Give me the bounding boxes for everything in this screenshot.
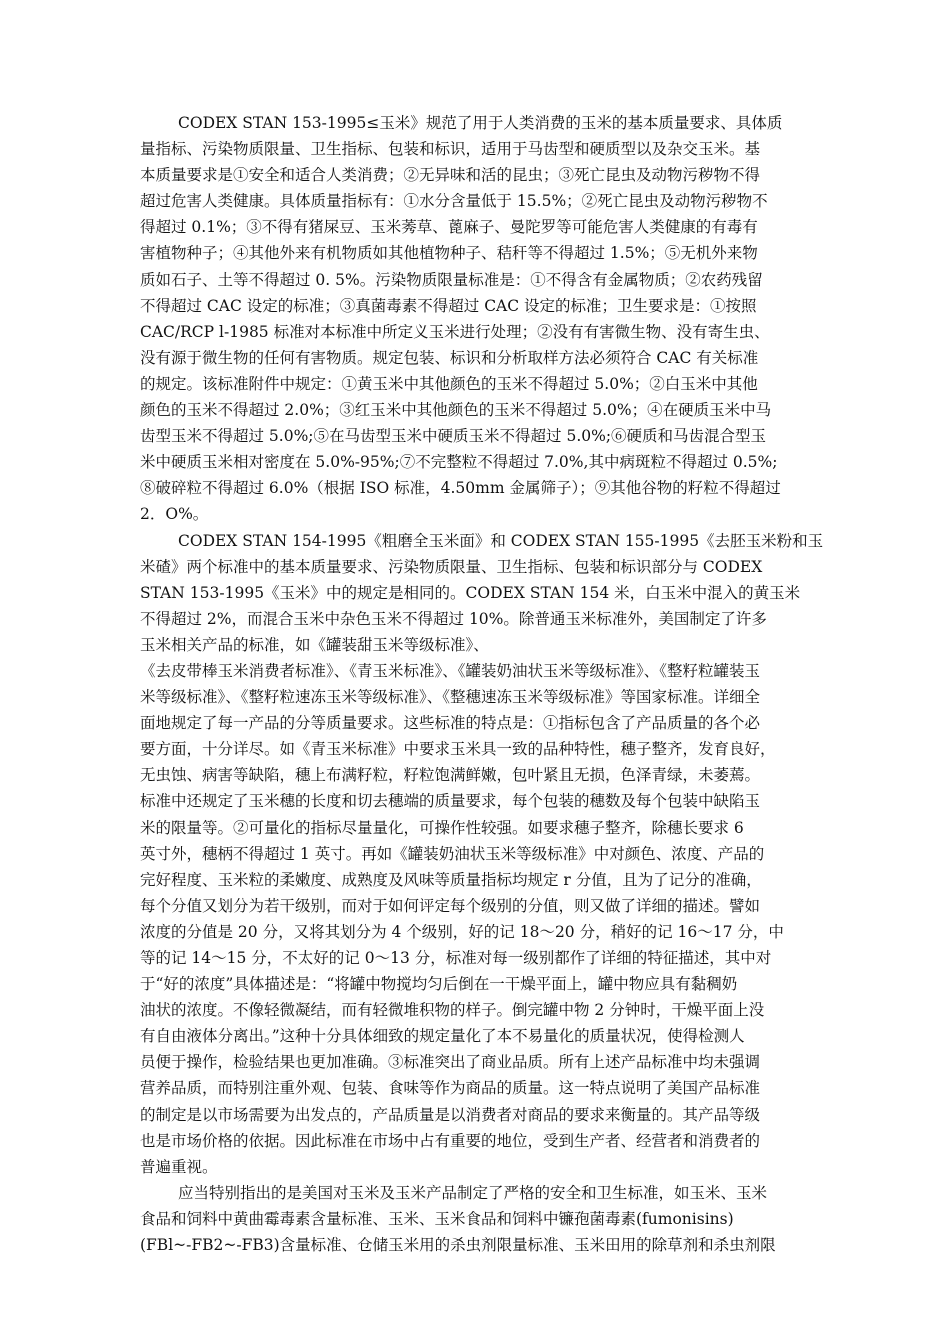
- text-line: 害植物种子；④其他外来有机物质如其他植物种子、秸秆等不得超过 1.5%；⑤无机外来物: [140, 244, 758, 263]
- text-line: 玉米相关产品的标准，如《罐装甜玉米等级标准》、: [140, 635, 489, 654]
- text-line: 本质量要求是①安全和适合人类消费；②无异味和活的昆虫；③死亡昆虫及动物污秽物不得: [140, 166, 761, 185]
- text-line: 米等级标准》、《整籽粒速冻玉米等级标准》、《整穗速冻玉米等级标准》等国家标准。详细全: [140, 688, 761, 707]
- text-line: 米碴》两个标准中的基本质量要求、污染物质限量、卫生指标、包装和标识部分与 CODEX: [140, 557, 763, 576]
- text-line: 营养品质，而特别注重外观、包装、食味等作为商品的质量。这一特点说明了美国产品标准: [140, 1079, 761, 1098]
- text-line: STAN 153-1995《玉米》中的规定是相同的。CODEX STAN 154 米，白玉米中混入的黄玉米: [140, 583, 801, 602]
- document-body: [140, 110, 824, 1284]
- text-line: 应当特别指出的是美国对玉米及玉米产品制定了严格的安全和卫生标准，如玉米、玉米: [178, 1183, 768, 1202]
- text-line: 齿型玉米不得超过 5.0%;⑤在马齿型玉米中硬质玉米不得超过 5.0%;⑥硬质和马齿混合型玉: [140, 427, 767, 446]
- text-line: 不得超过 2%，而混合玉米中杂色玉米不得超过 10%。除普通玉米标准外，美国制定了许多: [140, 609, 767, 628]
- text-line: 质如石子、土等不得超过 0. 5%。污染物质限量标准是：①不得含有金属物质；②农药残留: [140, 270, 763, 289]
- text-line: (FBl~-FB2~-FB3)含量标准、仓储玉米用的杀虫剂限量标准、玉米田用的除草剂和杀虫剂限: [140, 1236, 776, 1255]
- text-line: 不得超过 CAC 设定的标准；③真菌毒素不得超过 CAC 设定的标准；卫生要求是：①按照: [140, 296, 757, 315]
- text-line: 英寸外，穗柄不得超过 1 英寸。再如《罐装奶油状玉米等级标准》中对颜色、浓度、产品的: [140, 844, 765, 863]
- text-line: [140, 1258, 810, 1284]
- text-line: 每个分值又划分为若干级别，而对于如何评定每个级别的分值，则又做了详细的描述。譬如: [140, 896, 761, 915]
- text-line: 的制定是以市场需要为出发点的，产品质量是以消费者对商品的要求来衡量的。其产品等级: [140, 1105, 761, 1124]
- text-line: CAC/RCP l-1985 标准对本标准中所定义玉米进行处理；②没有有害微生物、没有寄生虫、: [140, 322, 770, 341]
- text-line: 要方面，十分详尽。如《青玉米标准》中要求玉米具一致的品种特性，穗子整齐，发育良好，: [140, 740, 776, 759]
- text-line: 标准中还规定了玉米穗的长度和切去穗端的质量要求，每个包装的穗数及每个包装中缺陷玉: [140, 792, 761, 811]
- text-line: 有自由液体分离出。”这种十分具体细致的规定量化了本不易量化的质量状况，使得检测人: [140, 1027, 745, 1046]
- text-line: CODEX STAN 153-1995≤玉米》规范了用于人类消费的玉米的基本质量要求、具体质: [178, 114, 783, 132]
- text-line: 的规定。该标准附件中规定：①黄玉米中其他颜色的玉米不得超过 5.0%；②白玉米中其他: [140, 374, 758, 393]
- text-line: ⑧破碎粒不得超过 6.0%（根据 ISO 标准，4.50mm 金属筛子）；⑨其他谷物的籽粒不得超过: [140, 479, 781, 498]
- text-line: 员便于操作，检验结果也更加准确。③标准突出了商业品质。所有上述产品标准中均未强调: [140, 1053, 761, 1072]
- text-line: 米的限量等。②可量化的指标尽量量化，可操作性较强。如要求穗子整齐，除穗长要求 6: [140, 818, 744, 837]
- text-line: 也是市场价格的依据。因此标准在市场中占有重要的地位，受到生产者、经营者和消费者的: [140, 1131, 761, 1150]
- text-line: 等的记 14～15 分，不太好的记 0～13 分，标准对每一级别都作了详细的特征描述，其中对: [140, 949, 772, 967]
- text-line: 浓度的分值是 20 分，又将其划分为 4 个级别，好的记 18～20 分，稍好的记 16～17 分，中: [140, 922, 784, 941]
- text-line: 颜色的玉米不得超过 2.0%；③红玉米中其他颜色的玉米不得超过 5.0%；④在硬质玉米中马: [140, 401, 772, 420]
- text-line: 《去皮带棒玉米消费者标准》、《青玉米标准》、《罐装奶油状玉米等级标准》、《整籽粒罐装玉: [140, 661, 761, 680]
- text-line: 没有源于微生物的任何有害物质。规定包装、标识和分析取样方法必须符合 CAC 有关标准: [140, 348, 759, 367]
- text-line: 量指标、污染物质限量、卫生指标、包装和标识，适用于马齿型和硬质型以及杂交玉米。基: [140, 140, 761, 159]
- text-line: 米中硬质玉米相对密度在 5.0%-95%;⑦不完整粒不得超过 7.0%,其中病斑粒不得超过 0.5%;: [140, 453, 778, 472]
- text-line: 油状的浓度。不像轻微凝结，而有轻微堆积物的样子。倒完罐中物 2 分钟时，干燥平面上没: [140, 1001, 765, 1020]
- text-line: 食品和饲料中黄曲霉毒素含量标准、玉米、玉米食品和饲料中镰孢菌毒素(fumonisins): [140, 1209, 734, 1228]
- text-line: 得超过 0.1%；③不得有猪屎豆、玉米莠草、蓖麻子、曼陀罗等可能危害人类健康的有毒有: [140, 218, 758, 237]
- text-line: 2．O%。: [140, 505, 209, 524]
- text-line: 面地规定了每一产品的分等质量要求。这些标准的特点是：①指标包含了产品质量的各个必: [140, 714, 761, 733]
- text-line: 完好程度、玉米粒的柔嫩度、成熟度及风味等质量指标均规定 r 分值，且为了记分的准确，: [140, 870, 762, 889]
- text-line: 于“好的浓度”具体描述是：“将罐中物搅均匀后倒在一干燥平面上，罐中物应具有黏稠奶: [140, 975, 738, 994]
- text-line: 无虫蚀、病害等缺陷，穗上布满籽粒，籽粒饱满鲜嫩，包叶紧且无损，色泽青绿，未萎蔫。: [140, 766, 761, 785]
- text-line: CODEX STAN 154-1995《粗磨全玉米面》和 CODEX STAN 155-1995《去胚玉米粉和玉: [178, 531, 824, 550]
- text-line: 超过危害人类健康。具体质量指标有：①水分含量低于 15.5%；②死亡昆虫及动物污秽物不: [140, 192, 768, 211]
- text-line: 普遍重视。: [140, 1157, 218, 1176]
